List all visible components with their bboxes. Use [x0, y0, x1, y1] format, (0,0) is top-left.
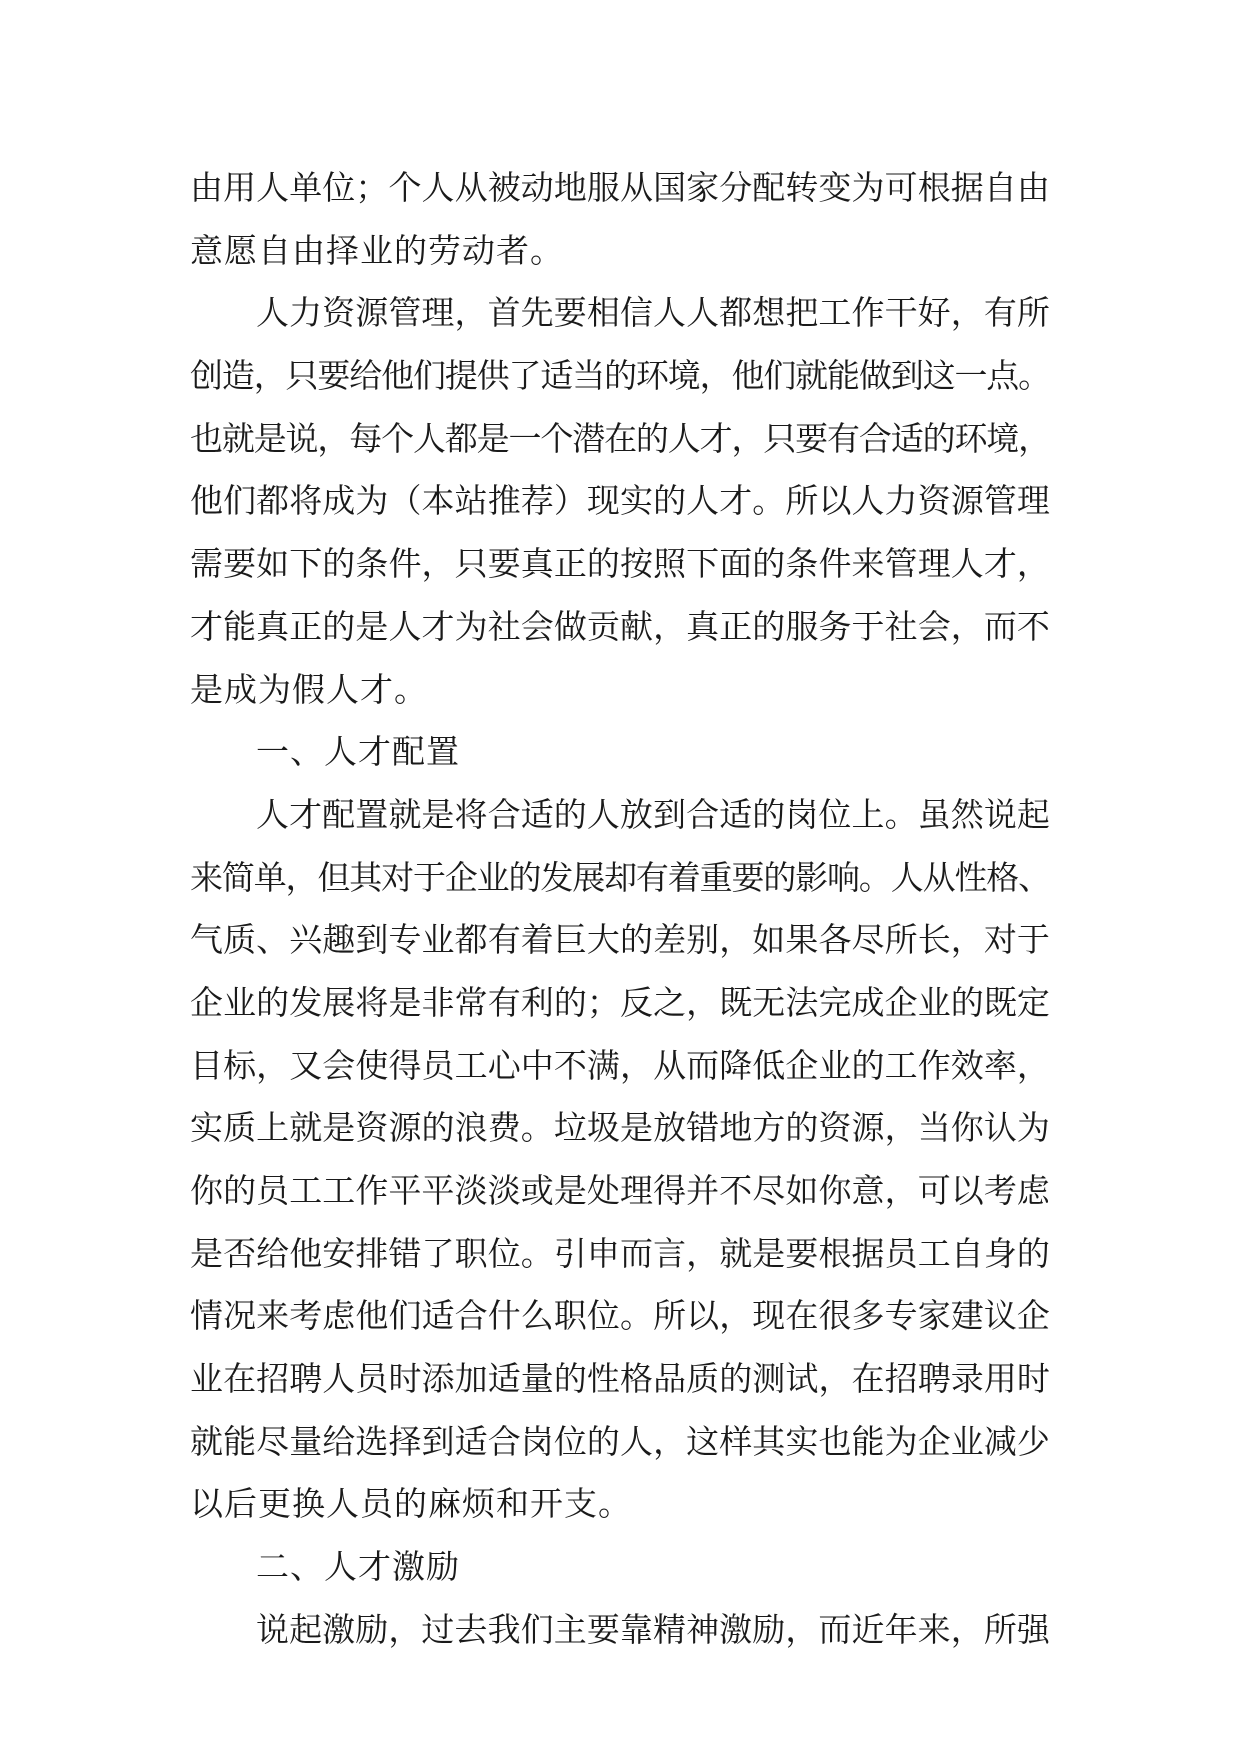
text-line: 需要如下的条件，只要真正的按照下面的条件来管理人才， [190, 544, 1050, 584]
text-line: 是成为假人才。 [190, 669, 428, 709]
text-line: 情况来考虑他们适合什么职位。所以，现在很多专家建议企 [190, 1296, 1050, 1336]
text-line: 他们都将成为（本站推荐）现实的人才。所以人力资源管理 [190, 481, 1050, 521]
text-line: 才能真正的是人才为社会做贡献，真正的服务于社会，而不 [190, 606, 1050, 646]
text-line: 气质、兴趣到专业都有着巨大的差别，如果各尽所长，对于 [190, 920, 1050, 960]
section-heading: 一、人才配置 [256, 732, 460, 772]
text-line: 人力资源管理，首先要相信人人都想把工作干好，有所 [256, 293, 1050, 333]
text-line: 目标，又会使得员工心中不满，从而降低企业的工作效率， [190, 1045, 1050, 1085]
text-line: 你的员工工作平平淡淡或是处理得并不尽如你意，可以考虑 [190, 1171, 1050, 1210]
document-body [190, 157, 1050, 1662]
text-line: 人才配置就是将合适的人放到合适的岗位上。虽然说起 [256, 794, 1050, 834]
text-line: 也就是说，每个人都是一个潜在的人才，只要有合适的环境， [190, 418, 1050, 458]
text-line: 以后更换人员的麻烦和开支。 [190, 1484, 632, 1524]
text-line: 说起激励，过去我们主要靠精神激励，而近年来，所强 [256, 1609, 1050, 1649]
text-line: 就能尽量给选择到适合岗位的人，这样其实也能为企业减少 [190, 1421, 1050, 1461]
text-line: 来简单，但其对于企业的发展却有着重要的影响。人从性格、 [190, 857, 1050, 897]
text-line: 实质上就是资源的浪费。垃圾是放错地方的资源，当你认为 [190, 1108, 1050, 1148]
text-line: 创造，只要给他们提供了适当的环境，他们就能做到这一点。 [190, 356, 1050, 396]
text-line: 业在招聘人员时添加适量的性格品质的测试，在招聘录用时 [190, 1359, 1050, 1399]
section-heading: 二、人才激励 [256, 1547, 460, 1587]
text-line: 是否给他安排错了职位。引申而言，就是要根据员工自身的 [190, 1233, 1050, 1273]
text-line: 意愿自由择业的劳动者。 [190, 230, 564, 270]
text-line: 由用人单位；个人从被动地服从国家分配转变为可根据自由 [190, 168, 1050, 207]
text-line: 企业的发展将是非常有利的；反之，既无法完成企业的既定 [190, 982, 1050, 1022]
